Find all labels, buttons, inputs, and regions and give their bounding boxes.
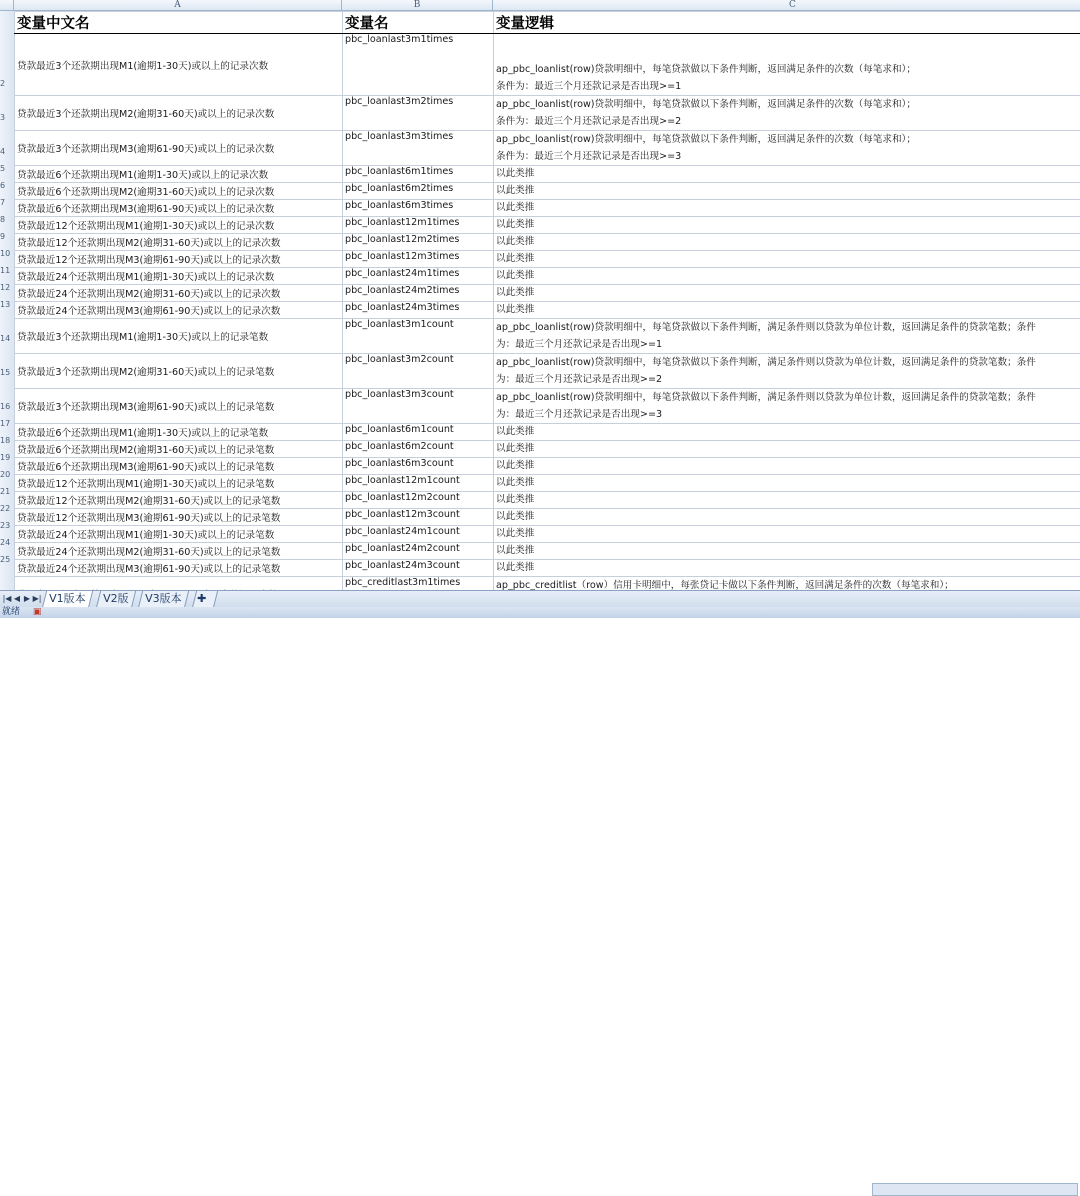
table-row <box>15 131 1080 166</box>
cell-var-name[interactable]: pbc_creditlast3m1times <box>343 577 494 591</box>
header-var-logic[interactable]: 变量逻辑 <box>494 12 1080 34</box>
cell-cn-name[interactable]: 贷款最近12个还款期出现M1(逾期1-30天)或以上的记录笔数 <box>15 475 343 492</box>
logic-line-1: 以此类推 <box>496 543 1080 559</box>
logic-line-2: 条件为：最近三个月还款记录是否出现>=2 <box>496 113 1080 130</box>
cell-var-name[interactable]: pbc_loanlast12m2count <box>343 492 494 509</box>
cell-var-logic[interactable] <box>494 96 1080 131</box>
logic-line-1: ap_pbc_loanlist(row)贷款明细中，每笔贷款做以下条件判断，满足条件则以贷款为单位计数，返回满足条件的贷款笔数；条件 <box>496 354 1080 371</box>
row-number[interactable]: 15 <box>0 368 13 379</box>
logic-line-1: 以此类推 <box>496 441 1080 457</box>
cell-var-logic[interactable] <box>494 509 1080 526</box>
header-cn-name[interactable]: 变量中文名 <box>15 12 343 34</box>
column-header-c[interactable]: C <box>493 0 1080 11</box>
logic-line-2: 条件为：最近三个月还款记录是否出现>=1 <box>496 78 1080 95</box>
logic-line-1: 以此类推 <box>496 492 1080 508</box>
logic-line-1: ap_pbc_creditlist（row）信用卡明细中，每张贷记卡做以下条件判断，返回满足条件的次数（每笔求和）； <box>496 577 1080 590</box>
row-number[interactable]: 16 <box>0 402 13 413</box>
row-number[interactable]: 20 <box>0 470 13 481</box>
cell-var-name[interactable]: pbc_loanlast6m2count <box>343 441 494 458</box>
cell-var-name[interactable]: pbc_loanlast6m3count <box>343 458 494 475</box>
header-var-name[interactable]: 变量名 <box>343 12 494 34</box>
cell-cn-name[interactable]: 贷款最近6个还款期出现M1(逾期1-30天)或以上的记录次数 <box>15 166 343 183</box>
column-header-a[interactable]: A <box>14 0 342 11</box>
cell-var-logic[interactable] <box>494 166 1080 183</box>
select-all-corner[interactable] <box>0 0 14 11</box>
logic-line-1: ap_pbc_loanlist(row)贷款明细中，每笔贷款做以下条件判断，满足条件则以贷款为单位计数，返回满足条件的贷款笔数；条件 <box>496 319 1080 336</box>
cell-var-logic[interactable] <box>494 475 1080 492</box>
table-row <box>15 251 1080 268</box>
logic-line-2: 条件为：最近三个月还款记录是否出现>=3 <box>496 148 1080 165</box>
row-number[interactable]: 24 <box>0 538 13 549</box>
cell-cn-name[interactable]: 贷款最近3个还款期出现M1(逾期1-30天)或以上的记录次数 <box>15 34 343 96</box>
cell-cn-name[interactable]: 贷款最近24个还款期出现M3(逾期61-90天)或以上的记录次数 <box>15 302 343 319</box>
row-number[interactable]: 18 <box>0 436 13 447</box>
cell-var-logic[interactable] <box>494 441 1080 458</box>
row-number[interactable]: 21 <box>0 487 13 498</box>
logic-line-1: ap_pbc_loanlist(row)贷款明细中，每笔贷款做以下条件判断，返回满足条件的次数（每笔求和）； <box>496 96 1080 113</box>
cell-cn-name[interactable]: 贷款最近6个还款期出现M3(逾期61-90天)或以上的记录次数 <box>15 200 343 217</box>
table-row <box>15 166 1080 183</box>
cell-var-logic[interactable] <box>494 268 1080 285</box>
table-row <box>15 268 1080 285</box>
cell-var-logic[interactable] <box>494 217 1080 234</box>
last-sheet-icon[interactable]: ▶| <box>32 593 42 605</box>
row-number[interactable]: 22 <box>0 504 13 515</box>
cell-var-name[interactable]: pbc_loanlast3m3count <box>343 389 494 424</box>
row-number[interactable]: 25 <box>0 555 13 566</box>
spreadsheet-sheet <box>0 0 1080 590</box>
logic-line-1: 以此类推 <box>496 234 1080 250</box>
table-row <box>15 458 1080 475</box>
cell-var-name[interactable]: pbc_loanlast3m1count <box>343 319 494 354</box>
cell-var-name[interactable]: pbc_loanlast6m2times <box>343 183 494 200</box>
table-row <box>15 234 1080 251</box>
cell-var-name[interactable]: pbc_loanlast24m1count <box>343 526 494 543</box>
table-row <box>15 319 1080 354</box>
cell-cn-name[interactable]: 贷款最近12个还款期出现M2(逾期31-60天)或以上的记录次数 <box>15 234 343 251</box>
cell-cn-name[interactable]: 贷款最近6个还款期出现M3(逾期61-90天)或以上的记录笔数 <box>15 458 343 475</box>
logic-line-1: 以此类推 <box>496 509 1080 525</box>
cell-var-logic[interactable] <box>494 354 1080 389</box>
table-row <box>15 441 1080 458</box>
tab-v2[interactable]: V2版 <box>96 591 136 608</box>
table-row <box>15 577 1080 591</box>
row-number[interactable]: 6 <box>0 181 13 192</box>
cell-cn-name[interactable]: 贷款最近12个还款期出现M2(逾期31-60天)或以上的记录笔数 <box>15 492 343 509</box>
cell-var-name[interactable]: pbc_loanlast12m1count <box>343 475 494 492</box>
row-number[interactable]: 9 <box>0 232 13 243</box>
logic-line-1: 以此类推 <box>496 424 1080 440</box>
logic-line-1: 以此类推 <box>496 166 1080 182</box>
table-row <box>15 354 1080 389</box>
logic-line-1: 以此类推 <box>496 285 1080 301</box>
cell-cn-name[interactable]: 贷款最近6个还款期出现M2(逾期31-60天)或以上的记录次数 <box>15 183 343 200</box>
cell-cn-name[interactable]: 贷款最近3个还款期出现M2(逾期31-60天)或以上的记录笔数 <box>15 354 343 389</box>
column-header-b[interactable]: B <box>342 0 493 11</box>
table-row <box>15 543 1080 560</box>
row-number[interactable]: 7 <box>0 198 13 209</box>
insert-sheet-icon[interactable]: ✚ <box>192 591 218 608</box>
cell-cn-name[interactable] <box>15 577 343 591</box>
table-row <box>15 200 1080 217</box>
cell-cn-name[interactable]: 贷款最近24个还款期出现M3(逾期61-90天)或以上的记录笔数 <box>15 560 343 577</box>
horizontal-scrollbar[interactable] <box>872 1183 1078 1196</box>
logic-line-2: 为：最近三个月还款记录是否出现>=2 <box>496 371 1080 388</box>
cell-cn-name[interactable]: 贷款最近24个还款期出现M2(逾期31-60天)或以上的记录笔数 <box>15 543 343 560</box>
cell-var-name[interactable]: pbc_loanlast3m2count <box>343 354 494 389</box>
table-row <box>15 34 1080 96</box>
cell-var-name[interactable]: pbc_loanlast24m2count <box>343 543 494 560</box>
status-bar <box>0 607 1080 618</box>
next-sheet-icon[interactable]: ▶ <box>22 593 32 605</box>
cell-var-name[interactable]: pbc_loanlast24m1times <box>343 268 494 285</box>
row-number[interactable]: 5 <box>0 164 13 175</box>
cell-var-name[interactable]: pbc_loanlast24m3times <box>343 302 494 319</box>
row-number[interactable]: 13 <box>0 300 13 311</box>
table-row <box>15 217 1080 234</box>
table-row <box>15 285 1080 302</box>
cell-var-logic[interactable] <box>494 200 1080 217</box>
cell-var-logic[interactable] <box>494 560 1080 577</box>
logic-line-1: 以此类推 <box>496 560 1080 576</box>
cell-var-name[interactable]: pbc_loanlast3m1times <box>343 34 494 96</box>
cell-cn-name[interactable]: 贷款最近24个还款期出现M2(逾期31-60天)或以上的记录次数 <box>15 285 343 302</box>
cell-var-logic[interactable] <box>494 131 1080 166</box>
cell-cn-name[interactable]: 贷款最近24个还款期出现M1(逾期1-30天)或以上的记录次数 <box>15 268 343 285</box>
logic-line-1: 以此类推 <box>496 183 1080 199</box>
cell-var-logic[interactable] <box>494 577 1080 591</box>
table-row <box>15 475 1080 492</box>
table-row <box>15 424 1080 441</box>
header-row <box>15 12 1080 34</box>
status-text: 就绪 <box>2 607 20 617</box>
cell-var-name[interactable]: pbc_loanlast24m3count <box>343 560 494 577</box>
cell-var-logic[interactable] <box>494 302 1080 319</box>
logic-line-1: 以此类推 <box>496 475 1080 491</box>
cell-cn-name[interactable]: 贷款最近6个还款期出现M1(逾期1-30天)或以上的记录笔数 <box>15 424 343 441</box>
table-row <box>15 509 1080 526</box>
row-number[interactable]: 8 <box>0 215 13 226</box>
cell-cn-name[interactable]: 贷款最近24个还款期出现M1(逾期1-30天)或以上的记录笔数 <box>15 526 343 543</box>
table-row <box>15 492 1080 509</box>
row-number[interactable]: 17 <box>0 419 13 430</box>
cell-var-logic[interactable] <box>494 34 1080 96</box>
data-grid <box>14 11 1080 590</box>
cell-var-logic[interactable] <box>494 543 1080 560</box>
cell-var-name[interactable]: pbc_loanlast24m2times <box>343 285 494 302</box>
logic-line-1: 以此类推 <box>496 251 1080 267</box>
row-number[interactable]: 10 <box>0 249 13 260</box>
cell-var-name[interactable]: pbc_loanlast6m1count <box>343 424 494 441</box>
row-number[interactable]: 4 <box>0 147 13 158</box>
tab-v1[interactable]: V1版本 <box>42 591 93 608</box>
row-number[interactable]: 19 <box>0 453 13 464</box>
cell-cn-name[interactable]: 贷款最近6个还款期出现M2(逾期31-60天)或以上的记录笔数 <box>15 441 343 458</box>
cell-cn-name[interactable]: 贷款最近12个还款期出现M3(逾期61-90天)或以上的记录笔数 <box>15 509 343 526</box>
table-row <box>15 183 1080 200</box>
table-row <box>15 560 1080 577</box>
row-number[interactable]: 12 <box>0 283 13 294</box>
cell-var-name[interactable]: pbc_loanlast12m3times <box>343 251 494 268</box>
cell-var-name[interactable]: pbc_loanlast6m1times <box>343 166 494 183</box>
row-number[interactable]: 2 <box>0 79 13 90</box>
table-row <box>15 302 1080 319</box>
logic-line-1: ap_pbc_loanlist(row)贷款明细中，每笔贷款做以下条件判断，返回满足条件的次数（每笔求和）； <box>496 131 1080 148</box>
row-number[interactable]: 14 <box>0 334 13 345</box>
cell-cn-name[interactable]: 贷款最近12个还款期出现M1(逾期1-30天)或以上的记录次数 <box>15 217 343 234</box>
logic-line-1: 以此类推 <box>496 458 1080 474</box>
cell-cn-name[interactable]: 贷款最近12个还款期出现M3(逾期61-90天)或以上的记录次数 <box>15 251 343 268</box>
cell-var-logic[interactable] <box>494 492 1080 509</box>
cell-var-logic[interactable] <box>494 424 1080 441</box>
cell-var-logic[interactable] <box>494 458 1080 475</box>
cell-var-name[interactable]: pbc_loanlast12m1times <box>343 217 494 234</box>
first-sheet-icon[interactable]: |◀ <box>2 593 12 605</box>
macro-record-icon[interactable]: ▣ <box>33 607 42 617</box>
cell-var-logic[interactable] <box>494 183 1080 200</box>
table-row <box>15 389 1080 424</box>
table-row <box>15 526 1080 543</box>
cell-var-name[interactable]: pbc_loanlast12m3count <box>343 509 494 526</box>
logic-line-1: 以此类推 <box>496 217 1080 233</box>
sheet-tab-bar <box>0 590 1080 608</box>
logic-line-2: 为：最近三个月还款记录是否出现>=1 <box>496 336 1080 353</box>
cell-var-name[interactable]: pbc_loanlast12m2times <box>343 234 494 251</box>
cell-var-logic[interactable] <box>494 526 1080 543</box>
cell-cn-name[interactable]: 贷款最近3个还款期出现M2(逾期31-60天)或以上的记录次数 <box>15 96 343 131</box>
cell-var-logic[interactable] <box>494 389 1080 424</box>
logic-line-1: 以此类推 <box>496 200 1080 216</box>
cell-cn-name[interactable]: 贷款最近3个还款期出现M1(逾期1-30天)或以上的记录笔数 <box>15 319 343 354</box>
logic-line-1: ap_pbc_loanlist(row)贷款明细中，每笔贷款做以下条件判断，满足条件则以贷款为单位计数，返回满足条件的贷款笔数；条件 <box>496 389 1080 406</box>
cell-var-logic[interactable] <box>494 234 1080 251</box>
cell-var-logic[interactable] <box>494 285 1080 302</box>
cell-var-name[interactable]: pbc_loanlast3m2times <box>343 96 494 131</box>
logic-line-1: 以此类推 <box>496 302 1080 318</box>
cell-var-logic[interactable] <box>494 251 1080 268</box>
table-row <box>15 96 1080 131</box>
cell-cn-name[interactable]: 贷款最近3个还款期出现M3(逾期61-90天)或以上的记录笔数 <box>15 389 343 424</box>
prev-sheet-icon[interactable]: ◀ <box>12 593 22 605</box>
cell-var-name[interactable]: pbc_loanlast6m3times <box>343 200 494 217</box>
cell-var-name[interactable]: pbc_loanlast3m3times <box>343 131 494 166</box>
logic-line-1: 以此类推 <box>496 268 1080 284</box>
row-number[interactable]: 3 <box>0 113 13 124</box>
row-number[interactable]: 11 <box>0 266 13 277</box>
logic-line-1: ap_pbc_loanlist(row)贷款明细中，每笔贷款做以下条件判断，返回满足条件的次数（每笔求和）； <box>496 61 1080 78</box>
row-number[interactable]: 23 <box>0 521 13 532</box>
logic-line-2: 为：最近三个月还款记录是否出现>=3 <box>496 406 1080 423</box>
tab-v3[interactable]: V3版本 <box>138 591 189 608</box>
logic-line-1: 以此类推 <box>496 526 1080 542</box>
cell-cn-name[interactable]: 贷款最近3个还款期出现M3(逾期61-90天)或以上的记录次数 <box>15 131 343 166</box>
cell-var-logic[interactable] <box>494 319 1080 354</box>
